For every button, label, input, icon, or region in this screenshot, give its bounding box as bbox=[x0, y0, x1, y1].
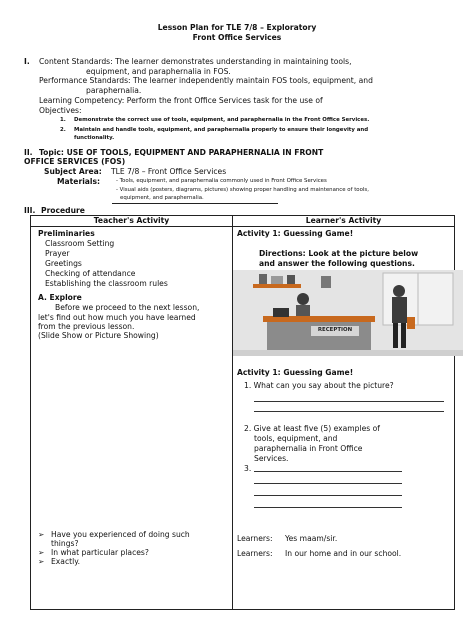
question-bullet: ➢ bbox=[38, 548, 45, 557]
directions-line1: Directions: Look at the picture below bbox=[259, 249, 419, 258]
procedure-title: Procedure bbox=[41, 206, 85, 215]
question-2-line3: paraphernalia in Front Office bbox=[254, 444, 363, 453]
title-line-1: Lesson Plan for TLE 7/8 – Exploratory bbox=[157, 23, 317, 32]
preliminary-item: Establishing the classroom rules bbox=[45, 279, 168, 288]
question-2-line1: 2. Give at least five (5) examples of bbox=[244, 424, 380, 433]
materials-item-3: equipment, and paraphernalia. bbox=[120, 195, 204, 201]
preliminaries-heading: Preliminaries bbox=[38, 229, 95, 238]
content-standards-line2: equipment, and paraphernalia in FOS. bbox=[86, 67, 231, 76]
activity1-title-repeat: Activity 1: Guessing Game! bbox=[237, 368, 354, 377]
preliminary-item: Greetings bbox=[45, 259, 82, 268]
competency-line1: Learning Competency: Perform the front Office Services task for the use of bbox=[39, 96, 323, 105]
topic-line1: Topic: USE OF TOOLS, EQUIPMENT AND PARAPHERNALIA IN FRONT bbox=[39, 148, 324, 157]
answer-line[interactable] bbox=[254, 495, 402, 496]
explore-line: from the previous lesson. bbox=[38, 322, 135, 331]
question-text-cont: things? bbox=[51, 539, 79, 548]
explore-line: (Slide Show or Picture Showing) bbox=[38, 331, 159, 340]
explore-line: let's find out how much you have learned bbox=[38, 313, 196, 322]
section2-roman: II. bbox=[24, 148, 33, 157]
question-bullet: ➢ bbox=[38, 530, 45, 539]
objective-1-num: 1. bbox=[60, 117, 66, 123]
answer-line[interactable] bbox=[254, 471, 402, 472]
question-3-number: 3. bbox=[244, 464, 252, 473]
subject-area-value: TLE 7/8 – Front Office Services bbox=[111, 167, 227, 176]
materials-item-1: - Tools, equipment, and paraphernalia commonly used in Front Office Services bbox=[116, 178, 327, 184]
column-header-teacher: Teacher's Activity bbox=[93, 216, 170, 225]
answer-line[interactable] bbox=[254, 507, 402, 508]
answer-line[interactable] bbox=[254, 483, 402, 484]
question-1: 1. What can you say about the picture? bbox=[244, 381, 394, 390]
objective-2-text-cont: functionality. bbox=[74, 135, 115, 141]
question-2-line2: tools, equipment, and bbox=[254, 434, 338, 443]
preliminary-item: Classroom Setting bbox=[45, 239, 115, 248]
reception-picture bbox=[233, 270, 463, 356]
activity1-title: Activity 1: Guessing Game! bbox=[237, 229, 354, 238]
performance-standards-line2: paraphernalia. bbox=[86, 86, 142, 95]
answer-line[interactable] bbox=[254, 401, 444, 402]
materials-label: Materials: bbox=[57, 177, 101, 186]
question-bullet: ➢ bbox=[38, 557, 45, 566]
materials-item-2: - Visual aids (posters, diagrams, pictures) showing proper handling and maintenance of tools, bbox=[116, 187, 369, 193]
question-text: In what particular places? bbox=[51, 548, 149, 557]
question-text: Exactly. bbox=[51, 557, 81, 566]
explore-heading: A. Explore bbox=[38, 293, 82, 302]
reception-sign: RECEPTION bbox=[317, 327, 353, 333]
content-standards-line1: Content Standards: The learner demonstrates understanding in maintaining tools, bbox=[39, 57, 352, 66]
section3-roman: III. bbox=[24, 206, 36, 215]
learner-response-label: Learners: bbox=[237, 534, 273, 543]
directions-line2: and answer the following questions. bbox=[259, 259, 415, 268]
performance-standards-line1: Performance Standards: The learner independently maintain FOS tools, equipment, and bbox=[39, 76, 373, 85]
preliminary-item: Prayer bbox=[45, 249, 70, 258]
objective-2-text: Maintain and handle tools, equipment, and paraphernalia properly to ensure their longevity and bbox=[74, 127, 369, 133]
learner-response-label: Learners: bbox=[237, 549, 273, 558]
question-2-line4: Services. bbox=[254, 454, 289, 463]
topic-line2: OFFICE SERVICES (FOS) bbox=[24, 157, 126, 166]
title-line-2: Front Office Services bbox=[192, 33, 282, 42]
competency-line2: Objectives: bbox=[39, 106, 82, 115]
preliminary-item: Checking of attendance bbox=[45, 269, 136, 278]
question-text: Have you experienced of doing such bbox=[51, 530, 190, 539]
explore-line: Before we proceed to the next lesson, bbox=[55, 303, 200, 312]
section1-roman: I. bbox=[24, 57, 30, 66]
subject-area-label: Subject Area: bbox=[44, 167, 102, 176]
answer-line[interactable] bbox=[254, 411, 444, 412]
column-header-learner: Learner's Activity bbox=[305, 216, 382, 225]
objective-1-text: Demonstrate the correct use of tools, equipment, and paraphernalia in the Front Office Services. bbox=[74, 117, 370, 123]
materials-underline bbox=[112, 203, 278, 204]
objective-2-num: 2. bbox=[60, 127, 66, 133]
learner-response-text: Yes maam/sir. bbox=[285, 534, 338, 543]
learner-response-text: In our home and in our school. bbox=[285, 549, 402, 558]
